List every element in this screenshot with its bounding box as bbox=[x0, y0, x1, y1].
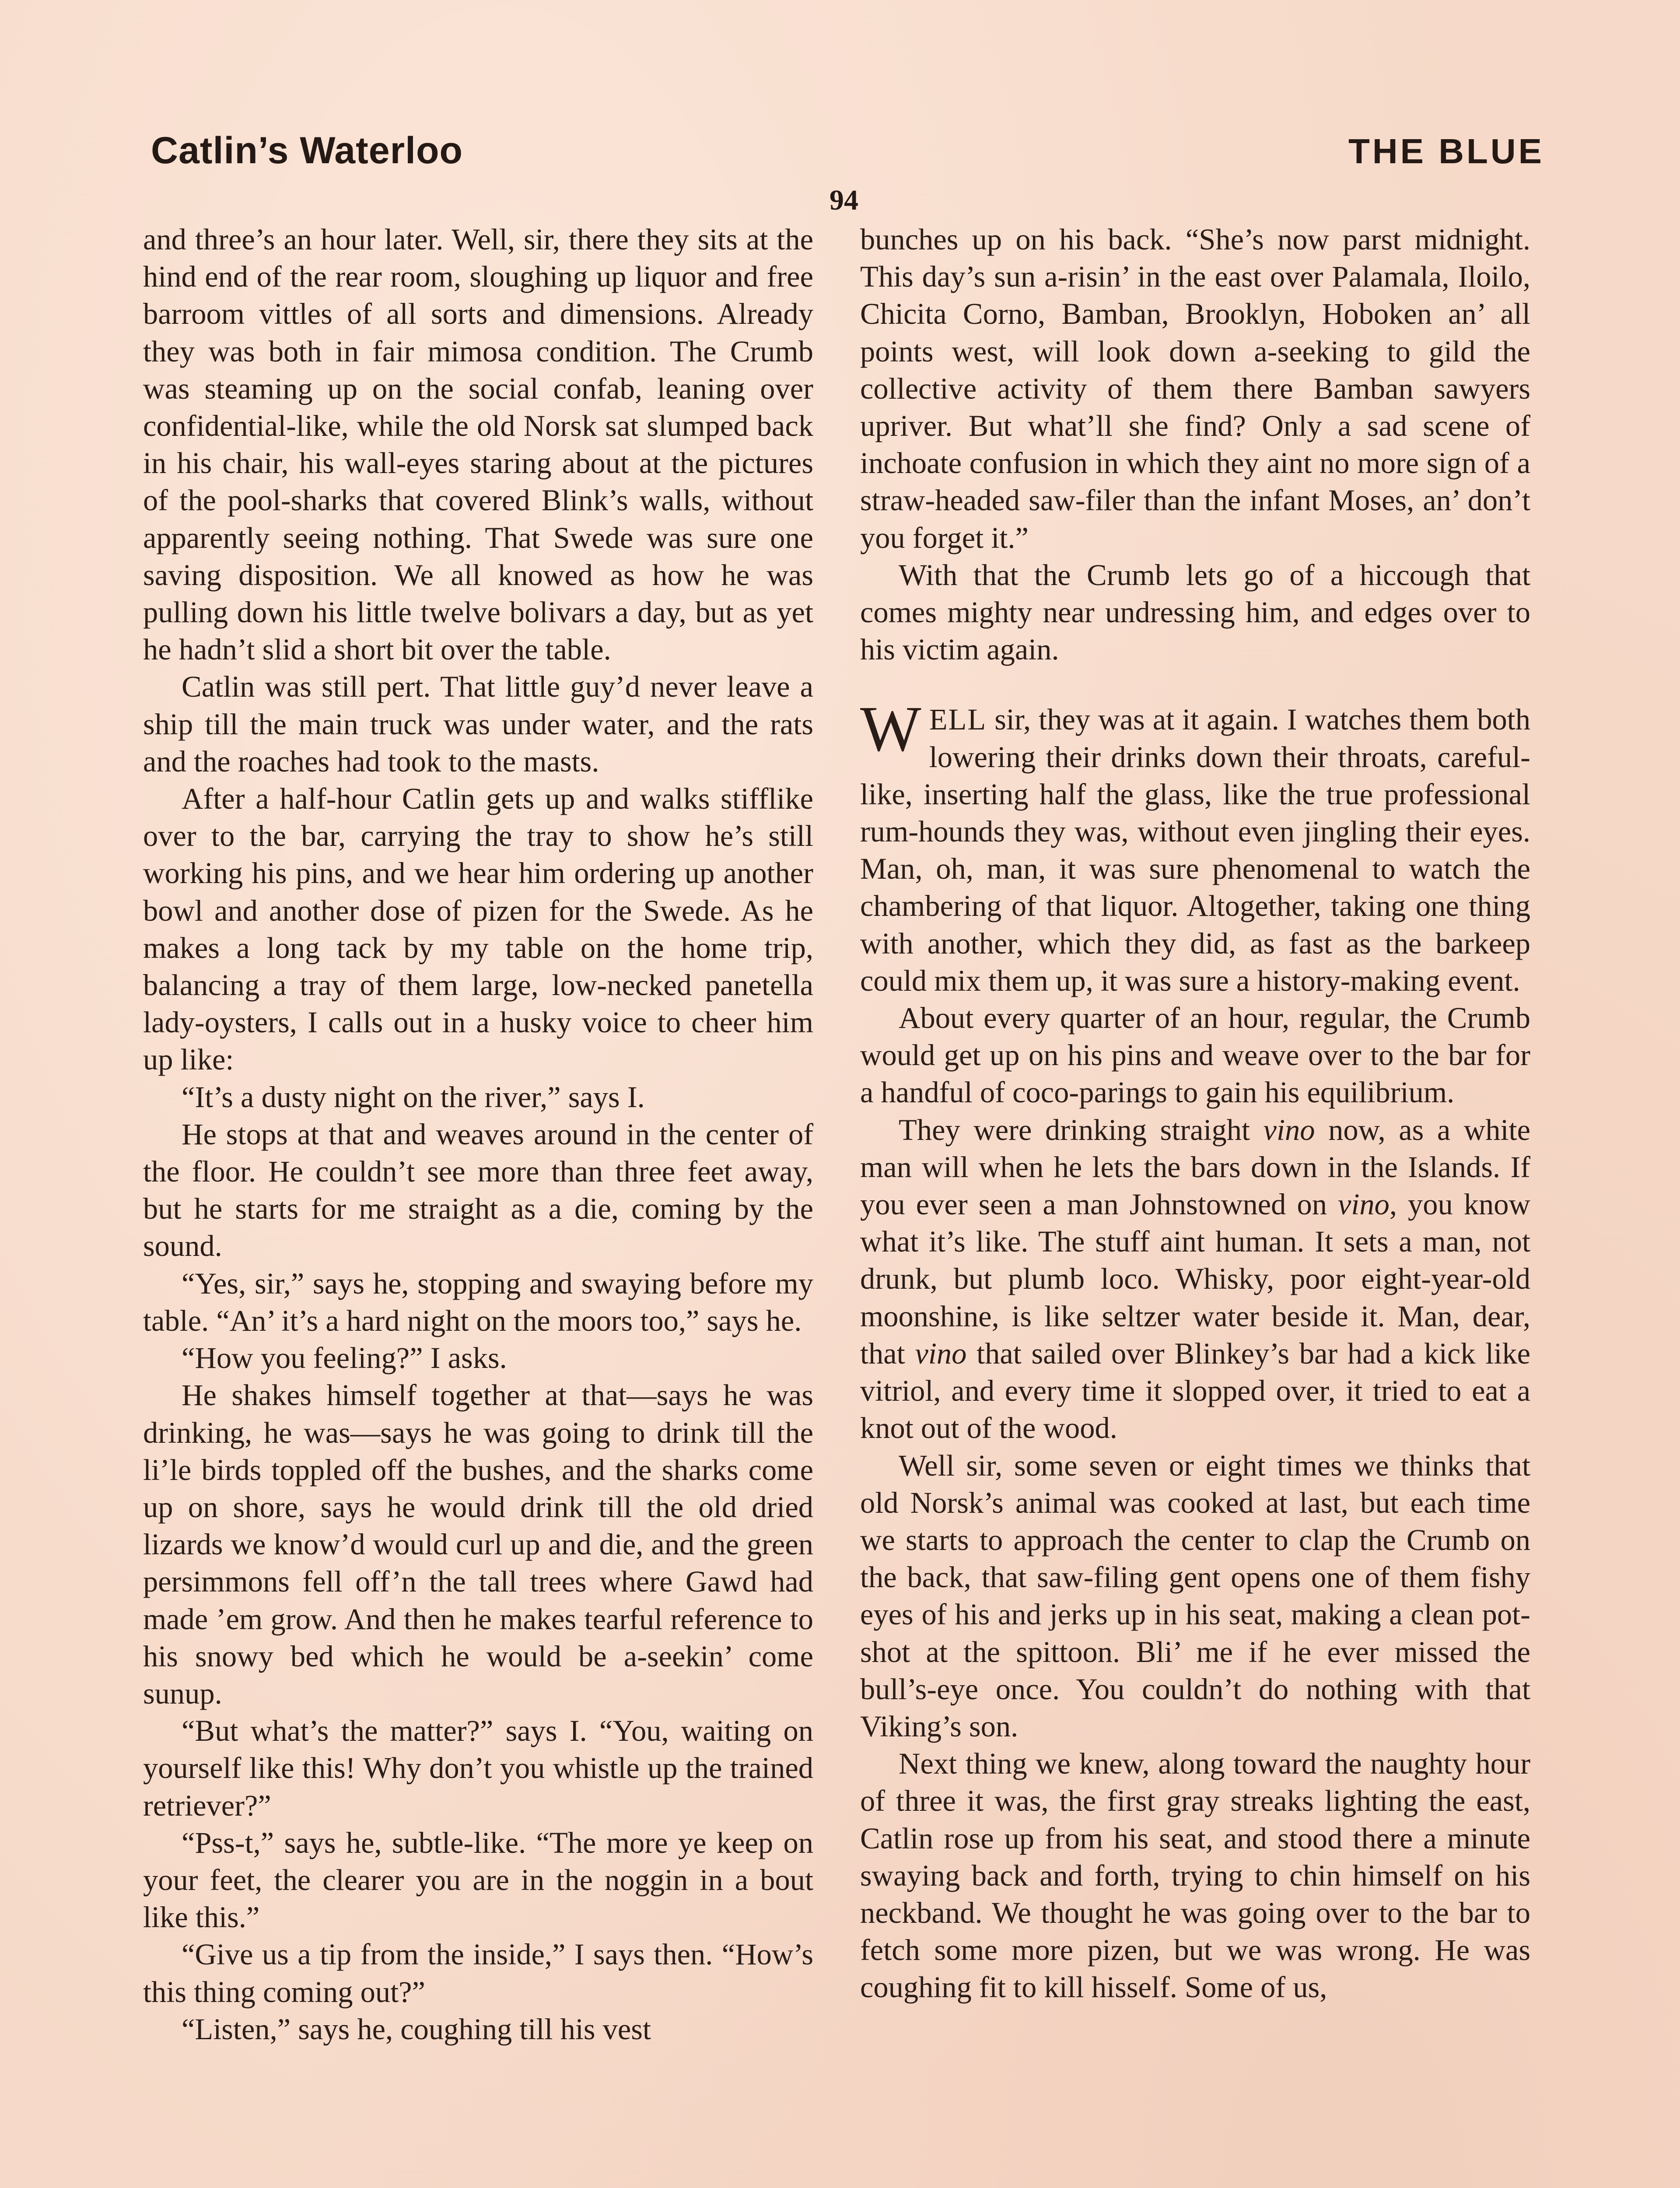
italic-word: vino bbox=[915, 1336, 967, 1370]
paragraph: “Give us a tip from the inside,” I says then. “How’s this thing coming out?” bbox=[143, 1938, 813, 2009]
paragraph: Well sir, some seven or eight times we thinks that old Norsk’s animal was cooked at last, but each time we starts to approach the center to clap the Crumb on the back, that saw-filing gent opens one of them fishy eyes of his and jerks up in his seat, making a clean pot-shot at the spittoon. Bli’ me if he ever missed the bull’s-eye once. You couldn’t do nothing with that Viking’s son. bbox=[860, 1448, 1530, 1743]
text-run: , you know what it’s like. The stuff aint human. It sets a man, not drunk, but plumb loco. Whisky, poor eight-year-old moonshine, is like seltzer water beside it. Man, dear, that bbox=[860, 1188, 1531, 1370]
lead-smallcaps: ELL bbox=[929, 703, 987, 736]
story-title-header: Catlin’s Waterloo bbox=[151, 130, 463, 172]
text-run: now, as a white man will when he lets the bars down in the Islands. If you ever seen a man Johnstowned on bbox=[860, 1113, 1530, 1221]
paragraph: “Listen,” says he, coughing till his vest bbox=[182, 2012, 651, 2046]
lead-text: sir, they was at it again. I watches them both lowering their drinks down their throats, careful-like, inserting half the glass, like the true professional rum-hounds they was, without even jingling their eyes. Man, oh, man, it was sure phenomenal to watch the chambering of that liquor. Altogether, taking one thing with another, which they did, as fast as the barkeep could mix them up, it was sure a history-making event. bbox=[860, 703, 1530, 997]
paragraph: Catlin was still pert. That little guy’d never leave a ship till the main truck was under water, and the rats and the roaches had took to the masts. bbox=[143, 670, 813, 778]
paragraph: and three’s an hour later. Well, sir, there they sits at the hind end of the rear room, sloughing up liquor and free barroom vittles of all sorts and dimensions. Already they was both in fair mimosa condition. The Crumb was steaming up on the social confab, leaning over confidential-like, while the old Norsk sat slumped back in his chair, his wall-eyes staring about at the pictures of the pool-sharks that covered Blink’s walls, without apparently seeing nothing. That Swede was sure one saving disposition. We all knowed as how he was pulling down his little twelve bolivars a day, but as yet he hadn’t slid a short bit over the table. bbox=[143, 223, 813, 666]
paragraph: With that the Crumb lets go of a hiccough that comes mighty near undressing him, and edges over to his victim again. bbox=[860, 558, 1530, 666]
right-text-column bbox=[860, 221, 1530, 2006]
paragraph: “How you feeling?” I asks. bbox=[182, 1341, 507, 1375]
paragraph: “Yes, sir,” says he, stopping and swaying before my table. “An’ it’s a hard night on the moors too,” says he. bbox=[143, 1266, 813, 1337]
paragraph: Next thing we knew, along toward the naughty hour of three it was, the first gray streaks lighting the east, Catlin rose up from his seat, and stood there a minute swaying back and forth, trying to chin himself on his neckband. We thought he was going over to the bar to fetch some more pizen, but we was wrong. He was coughing fit to kill hisself. Some of us, bbox=[860, 1747, 1530, 2004]
magazine-title-header: THE BLUE bbox=[1348, 132, 1544, 171]
paragraph: “But what’s the matter?” says I. “You, waiting on yourself like this! Why don’t you whistle up the trained retriever?” bbox=[143, 1714, 813, 1822]
section-opening-paragraph bbox=[860, 693, 1530, 999]
paragraph: He shakes himself together at that—says he was drinking, he was—says he was going to drink till the li’le birds toppled off the bushes, and the sharks come up on shore, says he would drink till the old dried lizards we know’d would curl up and die, and the green persimmons fell off’n the tall trees where Gawd had made ’em grow. And then he makes tearful reference to his snowy bed which he would be a-seekin’ come sunup. bbox=[143, 1378, 813, 1710]
italic-word: vino bbox=[1337, 1188, 1390, 1221]
paragraph: “It’s a dusty night on the river,” says I. bbox=[182, 1080, 645, 1114]
paragraph: After a half-hour Catlin gets up and walks stifflike over to the bar, carrying the tray to show he’s still working his pins, and we hear him ordering up another bowl and another dose of pizen for the Swede. As he makes a long tack by my table on the home trip, balancing a tray of them large, low-necked panetella lady-oysters, I calls out in a husky voice to cheer him up like: bbox=[143, 782, 813, 1076]
left-text-column bbox=[143, 221, 813, 2048]
paragraph: He stops at that and weaves around in the center of the floor. He couldn’t see more than three feet away, but he starts for me straight as a die, coming by the sound. bbox=[143, 1117, 813, 1263]
italic-word: vino bbox=[1263, 1113, 1315, 1147]
text-run: that sailed over Blinkey’s bar had a kick like vitriol, and every time it slopped over, it tried to eat a knot out of the wood. bbox=[860, 1336, 1530, 1445]
paragraph: “Pss-t,” says he, subtle-like. “The more ye keep on your feet, the clearer you are in the noggin in a bout like this.” bbox=[143, 1826, 813, 1934]
text-run: They were drinking straight bbox=[899, 1113, 1264, 1147]
page-number: 94 bbox=[830, 184, 858, 216]
paragraph: bunches up on his back. “She’s now parst midnight. This day’s sun a-risin’ in the east over Palamala, Iloilo, Chicita Corno, Bamban, Brooklyn, Hoboken an’ all points west, will look down a-seeking to gild the collective activity of them there Bamban sawyers upriver. But what’ll she find? Only a sad scene of inchoate confusion in which they aint no more sign of a straw-headed saw-filer than the infant Moses, an’ don’t you forget it.” bbox=[860, 223, 1530, 554]
vino-paragraph bbox=[860, 1112, 1530, 1447]
drop-cap: W bbox=[860, 693, 921, 765]
paragraph: About every quarter of an hour, regular, the Crumb would get up on his pins and weave over to the bar for a handful of coco-parings to gain his equilibrium. bbox=[860, 1001, 1530, 1109]
